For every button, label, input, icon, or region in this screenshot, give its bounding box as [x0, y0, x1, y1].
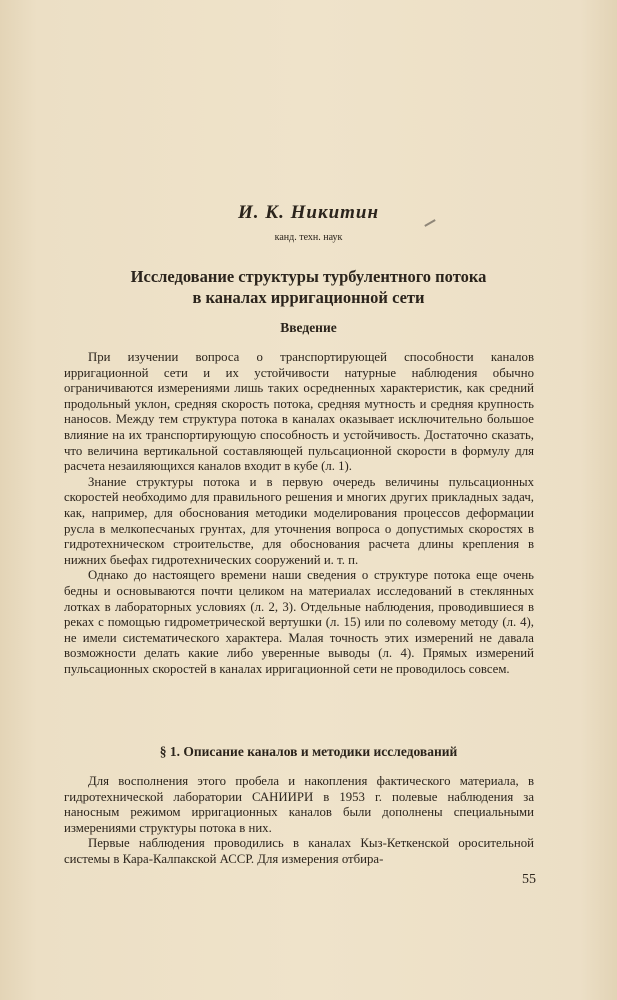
paragraph: При изучении вопроса о транспортирующей способности каналов ирригационной сети и их устойчивости натурные наблюдения обычно ограничиваются измерениями лишь таких осредненных характеристик, как средний продольный уклон, средняя скорость потока, средняя мутность и средняя крупность наносов. Между тем структура потока в каналах оказывает исключительно большое влияние на их транспортирующую способность и устойчивость. Достаточно сказать, что величина вертикальной составляющей пульсационной скорости в формулу для расчета незаиляющихся каналов входит в кубе (л. 1). — [64, 350, 534, 474]
article-title — [60, 266, 557, 308]
section-heading: § 1. Описание каналов и методики исследований — [159, 744, 458, 759]
paragraph: Однако до настоящего времени наши сведения о структуре потока еще очень бедны и основываются почти целиком на материалах исследований в стеклянных лотках в лабораторных условиях (л. 2, 3). Отдельные наблюдения, проводившиеся в реках с помощью гидрометрической вертушки (л. 15) или по солевому методу (л. 4), не имели систематического характера. Малая точность этих измерений не давала возможности делать какие либо уверенные выводы (л. 4). Прямых измерений пульсационных скоростей в каналах ирригационной сети не проводилось совсем. — [64, 568, 534, 676]
intro-text — [64, 350, 534, 677]
title-line-1: Исследование структуры турбулентного потока — [130, 267, 487, 286]
title-line-2: в каналах ирригационной сети — [192, 288, 425, 307]
section-text — [64, 774, 534, 868]
paragraph: Первые наблюдения проводились в каналах Кыз-Кеткенской оросительной системы в Кара-Калпакской АССР. Для измерения отбира- — [64, 836, 534, 866]
author-name: И. К. Никитин — [237, 202, 380, 223]
page-number: 55 — [522, 872, 536, 887]
paragraph: Для восполнения этого пробела и накопления фактического материала, в гидротехнической лаборатории САНИИРИ в 1953 г. полевые наблюдения за наносным режимом ирригационных каналов были дополнены специальными измерениями структуры потока в них. — [64, 774, 534, 835]
paragraph: Знание структуры потока и в первую очередь величины пульсационных скоростей необходимо для правильного решения и многих других прикладных задач, как, например, для обоснования методики моделирования процессов деформации русла в мелкопесчаных грунтах, для уточнения вопроса о допустимых скоростях в гидротехническом строительстве, для обоснования расчета длины крепления в нижних бьефах гидротехнических сооружений и. т. п. — [64, 474, 534, 567]
author-degree: канд. техн. наук — [274, 232, 343, 243]
intro-heading: Введение — [280, 320, 337, 335]
